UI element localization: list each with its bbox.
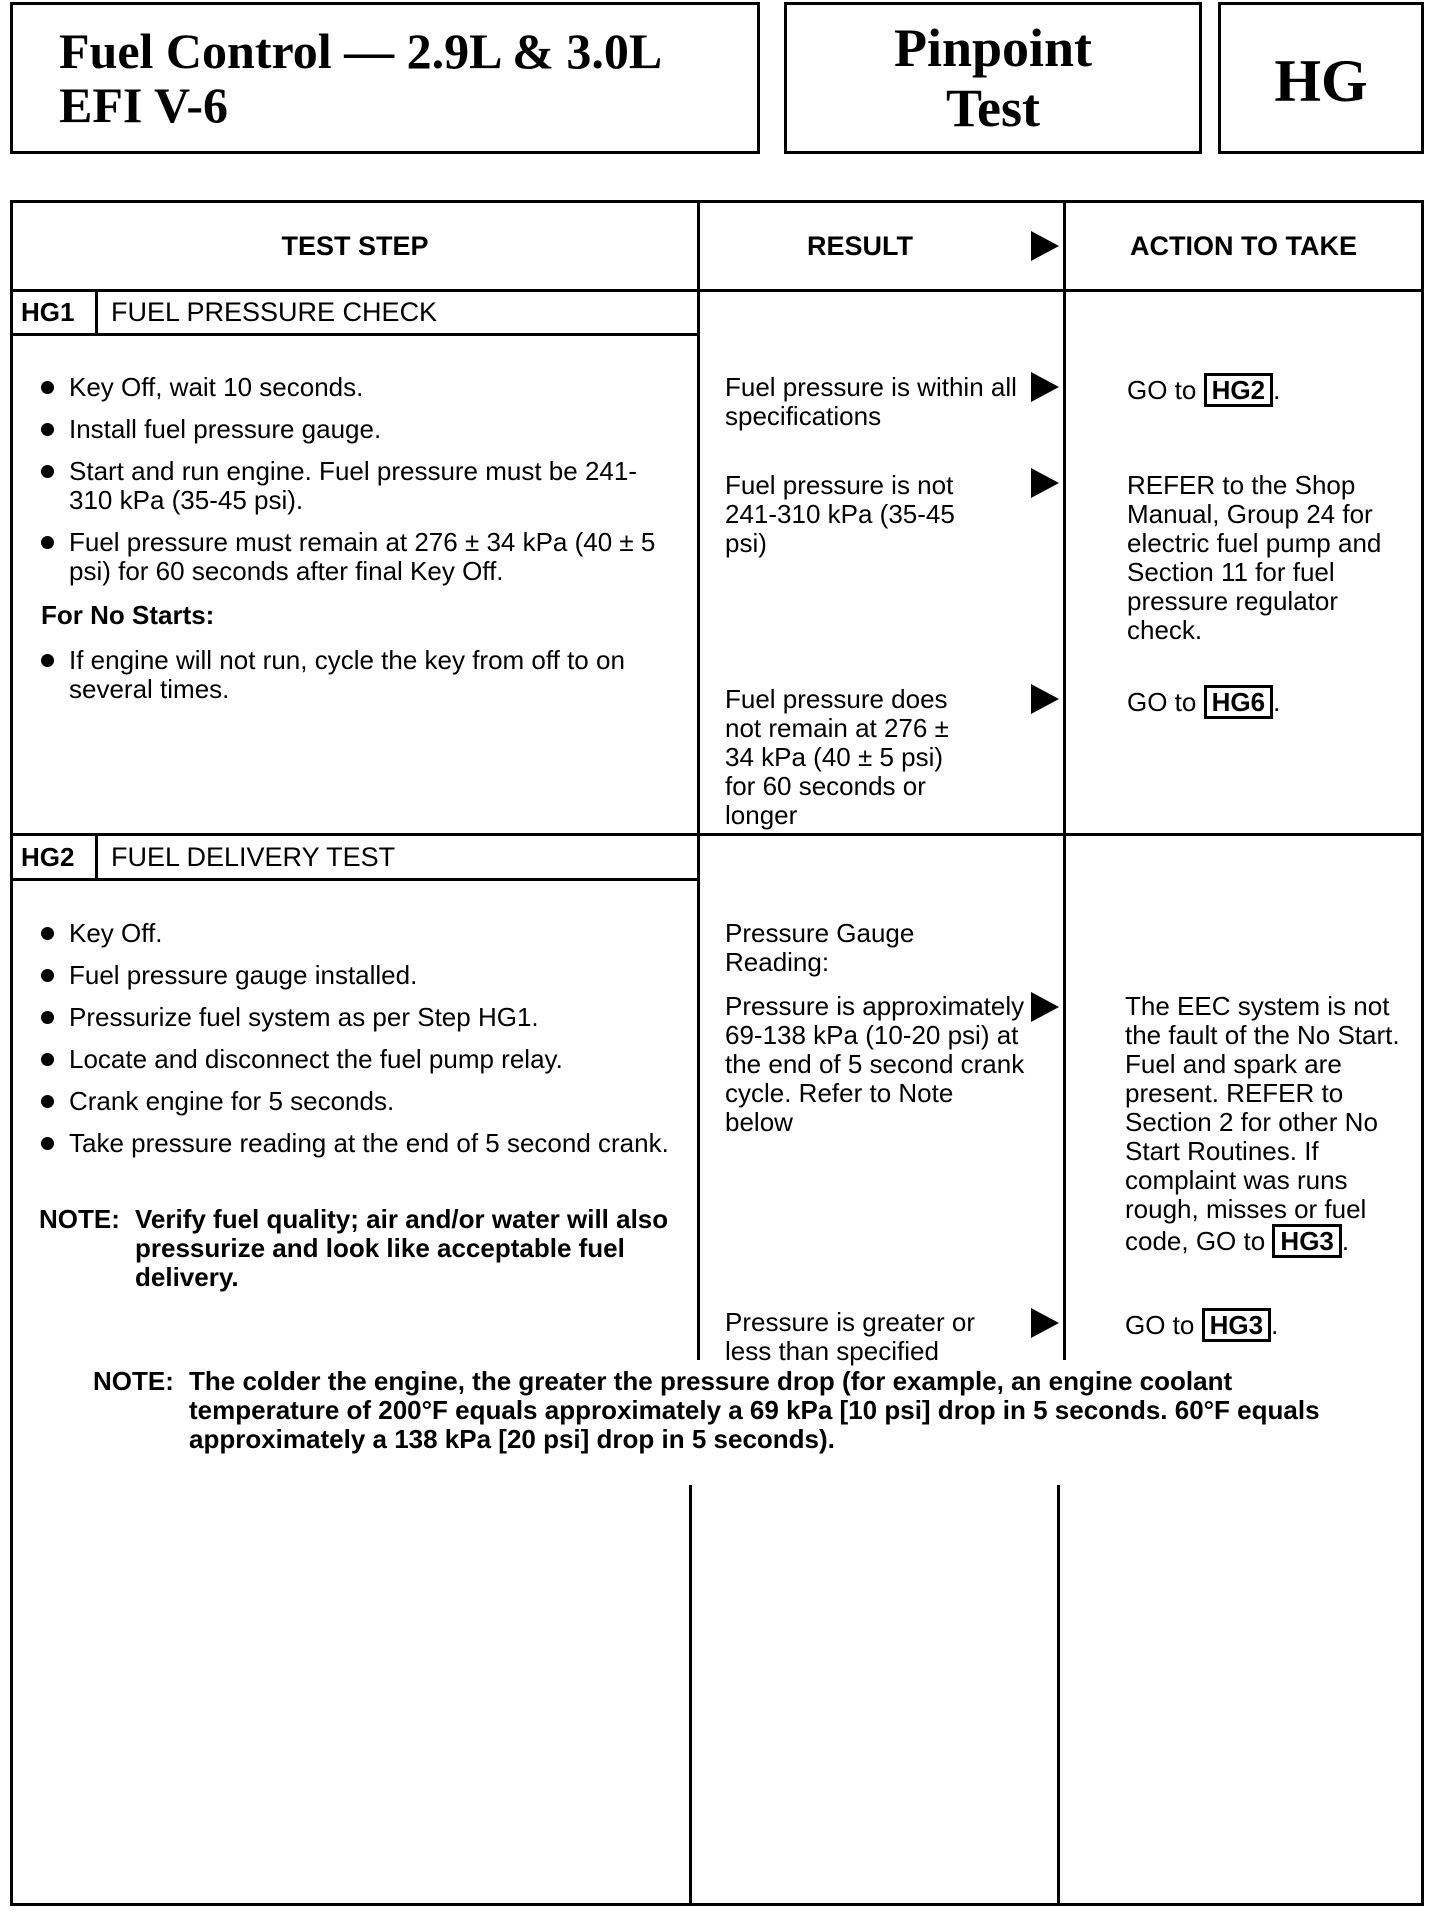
- action-text: [1127, 373, 1280, 407]
- arrow-icon: [1031, 992, 1059, 1022]
- action-suffix: .: [1271, 1310, 1279, 1340]
- list-item: If engine will not run, cycle the key from off to on several times.: [39, 646, 679, 704]
- hg1-no-starts-list: [39, 646, 679, 717]
- action-text: [1125, 1308, 1278, 1342]
- pinpoint-test-box: [784, 2, 1202, 154]
- bottom-note: [93, 1367, 1383, 1454]
- arrow-icon: [1031, 372, 1059, 402]
- test-code: HG: [1274, 48, 1368, 114]
- step-id-hg1: HG1: [21, 297, 75, 327]
- note-text: The colder the engine, the greater the pressure drop (for example, an engine coolant temperature of 200°F equals approximately a 69 kPa [10 psi] drop in 5 seconds. 60°F equals approximately a 138 kPa [20 psi] drop in 5 seconds).: [189, 1366, 1320, 1454]
- list-item: Key Off.: [39, 919, 679, 948]
- pinpoint-table: [10, 200, 1424, 1906]
- action-suffix: .: [1273, 687, 1281, 717]
- step-ref-hg6[interactable]: HG6: [1204, 685, 1273, 719]
- list-item: Key Off, wait 10 seconds.: [39, 373, 679, 402]
- action-text: REFER to the Shop Manual, Group 24 for electric fuel pump and Section 11 for fuel pressure regulator check.: [1127, 470, 1382, 645]
- action-text: [1127, 685, 1280, 719]
- arrow-icon: [1031, 231, 1059, 261]
- column-divider-result-lower: [689, 1485, 692, 1906]
- step-title-rule: [13, 878, 697, 881]
- result-text: Pressure is approximately 69-138 kPa (10-20 psi) at the end of 5 second crank cycle. Refer to Note below: [725, 991, 1025, 1137]
- column-header-action: ACTION TO TAKE: [1130, 230, 1357, 261]
- step-title-hg1: FUEL PRESSURE CHECK: [111, 297, 438, 327]
- column-header-result: RESULT: [807, 230, 913, 261]
- pinpoint-label: Pinpoint: [893, 18, 1093, 78]
- note-label: NOTE:: [39, 1204, 120, 1234]
- test-label: Test: [945, 78, 1041, 138]
- hg2-step-list: [39, 919, 679, 1171]
- arrow-icon: [1031, 684, 1059, 714]
- step-title-hg2: FUEL DELIVERY TEST: [111, 842, 396, 872]
- result-text: Pressure is greater or less than specified: [725, 1307, 975, 1366]
- list-item: Start and run engine. Fuel pressure must be 241-310 kPa (35-45 psi).: [39, 457, 679, 515]
- column-divider-action: [1063, 203, 1066, 1360]
- step-ref-hg3[interactable]: HG3: [1202, 1308, 1271, 1342]
- result-text: Fuel pressure does not remain at 276 ± 34 kPa (40 ± 5 psi) for 60 seconds or longer: [725, 684, 949, 830]
- hg2-note: [39, 1205, 691, 1292]
- title-line-1: Fuel Control — 2.9L & 3.0L: [59, 23, 663, 79]
- hg1-step-list: [39, 373, 679, 599]
- gauge-label: Pressure Gauge Reading:: [725, 918, 915, 977]
- column-divider-result: [697, 203, 700, 1360]
- list-item: Crank engine for 5 seconds.: [39, 1087, 679, 1116]
- list-item: Take pressure reading at the end of 5 second crank.: [39, 1129, 679, 1158]
- step-id-hg2: HG2: [21, 842, 75, 872]
- arrow-icon: [1031, 468, 1059, 498]
- test-code-box: [1218, 2, 1424, 154]
- result-text: Fuel pressure is not 241-310 kPa (35-45 psi): [725, 470, 955, 558]
- step-ref-hg2[interactable]: HG2: [1204, 373, 1273, 407]
- title-box: [10, 2, 760, 154]
- note-text: Verify fuel quality; air and/or water will also pressurize and look like acceptable fuel delivery.: [135, 1204, 669, 1292]
- action-body: The EEC system is not the fault of the No Start. Fuel and spark are present. REFER to Section 2 for other No Start Routines. If complaint was runs rough, misses or fuel code, GO to: [1125, 991, 1400, 1256]
- list-item: Fuel pressure gauge installed.: [39, 961, 679, 990]
- note-label: NOTE:: [93, 1366, 174, 1396]
- action-prefix: GO to: [1125, 1310, 1195, 1340]
- action-suffix: .: [1273, 375, 1281, 405]
- arrow-icon: [1031, 1308, 1059, 1338]
- action-prefix: GO to: [1127, 375, 1197, 405]
- result-text: Fuel pressure is within all specifications: [725, 372, 1017, 431]
- step-id-divider: [95, 291, 98, 335]
- action-prefix: GO to: [1127, 687, 1197, 717]
- list-item: Fuel pressure must remain at 276 ± 34 kPa (40 ± 5 psi) for 60 seconds after final Key Off.: [39, 528, 679, 586]
- column-header-test-step: TEST STEP: [281, 230, 429, 261]
- action-suffix: .: [1341, 1226, 1350, 1256]
- step-id-divider: [95, 836, 98, 880]
- step-ref-hg3[interactable]: HG3: [1272, 1224, 1341, 1258]
- step-title-rule: [13, 333, 697, 336]
- list-item: Pressurize fuel system as per Step HG1.: [39, 1003, 679, 1032]
- column-divider-action-lower: [1057, 1485, 1060, 1906]
- action-text: [1125, 992, 1417, 1258]
- no-starts-label: For No Starts:: [41, 600, 215, 630]
- list-item: Install fuel pressure gauge.: [39, 415, 679, 444]
- list-item: Locate and disconnect the fuel pump relay.: [39, 1045, 679, 1074]
- title-line-2: EFI V-6: [59, 77, 228, 133]
